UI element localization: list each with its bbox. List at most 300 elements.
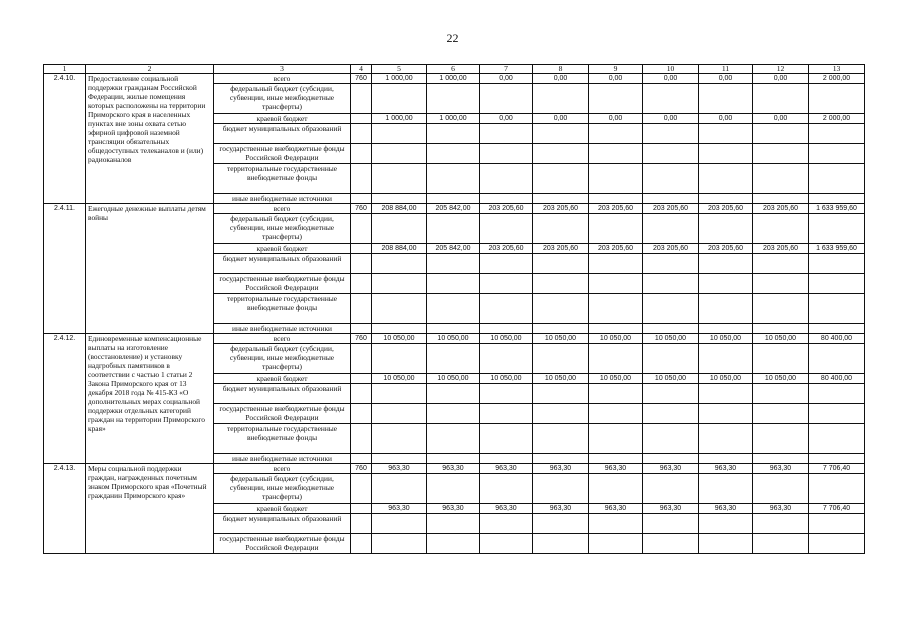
amount-col-9 <box>589 124 643 144</box>
column-header-11: 11 <box>699 65 753 74</box>
amount-col-12: 963,30 <box>753 504 809 514</box>
amount-col-10 <box>643 454 699 464</box>
amount-col-11 <box>699 294 753 324</box>
table-row <box>44 464 865 474</box>
amount-col-5 <box>372 254 427 274</box>
amount-col-5 <box>372 514 427 534</box>
amount-col-6 <box>427 144 480 164</box>
grbs-code-empty <box>351 514 372 534</box>
amount-col-7 <box>480 474 533 504</box>
amount-col-13 <box>809 474 865 504</box>
amount-col-9: 0,00 <box>589 114 643 124</box>
amount-col-9 <box>589 344 643 374</box>
amount-col-13: 7 706,40 <box>809 504 865 514</box>
amount-col-12 <box>753 404 809 424</box>
grbs-code-empty <box>351 254 372 274</box>
amount-col-9 <box>589 384 643 404</box>
amount-col-12 <box>753 454 809 464</box>
amount-col-13 <box>809 404 865 424</box>
grbs-code: 760 <box>351 74 372 84</box>
amount-col-12: 203 205,60 <box>753 244 809 254</box>
amount-col-5: 963,30 <box>372 504 427 514</box>
amount-col-12 <box>753 84 809 114</box>
amount-col-5 <box>372 324 427 334</box>
amount-col-5: 1 000,00 <box>372 74 427 84</box>
amount-col-6 <box>427 404 480 424</box>
budget-table <box>43 64 865 554</box>
amount-col-8 <box>533 324 589 334</box>
amount-col-8 <box>533 144 589 164</box>
amount-col-8: 0,00 <box>533 114 589 124</box>
amount-col-11 <box>699 144 753 164</box>
amount-col-8 <box>533 84 589 114</box>
amount-col-12: 0,00 <box>753 74 809 84</box>
funding-source: государственные внебюджетные фонды Российской Федерации <box>214 404 351 424</box>
amount-col-6 <box>427 214 480 244</box>
amount-col-7 <box>480 84 533 114</box>
amount-col-8: 963,30 <box>533 464 589 474</box>
amount-col-13 <box>809 454 865 464</box>
funding-source: всего <box>214 464 351 474</box>
grbs-code-empty <box>351 214 372 244</box>
amount-col-9: 10 050,00 <box>589 334 643 344</box>
amount-col-10 <box>643 534 699 554</box>
amount-col-9 <box>589 424 643 454</box>
amount-col-5: 10 050,00 <box>372 374 427 384</box>
amount-col-8 <box>533 214 589 244</box>
amount-col-8 <box>533 344 589 374</box>
amount-col-11 <box>699 424 753 454</box>
amount-col-11: 963,30 <box>699 464 753 474</box>
amount-col-5 <box>372 164 427 194</box>
funding-source: бюджет муниципальных образований <box>214 254 351 274</box>
funding-source: федеральный бюджет (субсидии, субвенции, иные межбюджетные трансферты) <box>214 214 351 244</box>
amount-col-5 <box>372 534 427 554</box>
amount-col-11 <box>699 454 753 464</box>
column-header-4: 4 <box>351 65 372 74</box>
column-header-12: 12 <box>753 65 809 74</box>
amount-col-10: 963,30 <box>643 504 699 514</box>
amount-col-10: 0,00 <box>643 114 699 124</box>
amount-col-11 <box>699 274 753 294</box>
grbs-code-empty <box>351 194 372 204</box>
grbs-code-empty <box>351 244 372 254</box>
funding-source: иные внебюджетные источники <box>214 194 351 204</box>
funding-source: всего <box>214 74 351 84</box>
column-header-6: 6 <box>427 65 480 74</box>
amount-col-11: 203 205,60 <box>699 244 753 254</box>
amount-col-7 <box>480 194 533 204</box>
amount-col-9 <box>589 404 643 424</box>
table-body <box>44 74 865 554</box>
amount-col-6: 963,30 <box>427 464 480 474</box>
table-row <box>44 204 865 214</box>
amount-col-6 <box>427 84 480 114</box>
amount-col-10 <box>643 274 699 294</box>
amount-col-5 <box>372 124 427 144</box>
amount-col-12 <box>753 514 809 534</box>
amount-col-9 <box>589 514 643 534</box>
amount-col-6 <box>427 534 480 554</box>
amount-col-13: 1 633 959,60 <box>809 244 865 254</box>
amount-col-10 <box>643 514 699 534</box>
amount-col-11 <box>699 124 753 144</box>
amount-col-7 <box>480 534 533 554</box>
amount-col-10: 10 050,00 <box>643 334 699 344</box>
amount-col-8: 963,30 <box>533 504 589 514</box>
grbs-code-empty <box>351 164 372 194</box>
funding-source: федеральный бюджет (субсидии, субвенции, иные межбюджетные трансферты) <box>214 474 351 504</box>
amount-col-12 <box>753 144 809 164</box>
funding-source: всего <box>214 204 351 214</box>
amount-col-5: 1 000,00 <box>372 114 427 124</box>
amount-col-8 <box>533 384 589 404</box>
grbs-code: 760 <box>351 334 372 344</box>
amount-col-8: 10 050,00 <box>533 374 589 384</box>
amount-col-8 <box>533 404 589 424</box>
amount-col-9 <box>589 144 643 164</box>
amount-col-5 <box>372 294 427 324</box>
amount-col-5 <box>372 84 427 114</box>
column-header-1: 1 <box>44 65 86 74</box>
column-header-10: 10 <box>643 65 699 74</box>
amount-col-6 <box>427 324 480 334</box>
amount-col-10 <box>643 254 699 274</box>
amount-col-13: 80 400,00 <box>809 334 865 344</box>
row-description: Ежегодные денежные выплаты детям войны <box>86 204 214 334</box>
grbs-code-empty <box>351 324 372 334</box>
amount-col-12 <box>753 194 809 204</box>
amount-col-9: 0,00 <box>589 74 643 84</box>
row-code: 2.4.11. <box>44 204 86 334</box>
amount-col-8: 203 205,60 <box>533 204 589 214</box>
amount-col-5 <box>372 214 427 244</box>
amount-col-5: 963,30 <box>372 464 427 474</box>
amount-col-8 <box>533 164 589 194</box>
amount-col-8 <box>533 124 589 144</box>
amount-col-5: 10 050,00 <box>372 334 427 344</box>
amount-col-13 <box>809 214 865 244</box>
grbs-code-empty <box>351 474 372 504</box>
amount-col-12 <box>753 214 809 244</box>
row-description: Меры социальной поддержки граждан, награжденных почетным знаком Приморского края «Почетный гражданин Приморского края» <box>86 464 214 554</box>
funding-source: федеральный бюджет (субсидии, субвенции, иные межбюджетные трансферты) <box>214 84 351 114</box>
amount-col-12: 10 050,00 <box>753 334 809 344</box>
amount-col-10 <box>643 144 699 164</box>
grbs-code: 760 <box>351 464 372 474</box>
amount-col-6 <box>427 254 480 274</box>
amount-col-10 <box>643 404 699 424</box>
amount-col-12 <box>753 534 809 554</box>
amount-col-11 <box>699 214 753 244</box>
funding-source: федеральный бюджет (субсидии, субвенции, иные межбюджетные трансферты) <box>214 344 351 374</box>
amount-col-13 <box>809 194 865 204</box>
amount-col-9 <box>589 164 643 194</box>
amount-col-9 <box>589 274 643 294</box>
funding-source: территориальные государственные внебюджетные фонды <box>214 164 351 194</box>
amount-col-6 <box>427 164 480 194</box>
page-number: 22 <box>446 31 459 45</box>
amount-col-13 <box>809 514 865 534</box>
amount-col-11: 10 050,00 <box>699 334 753 344</box>
funding-source: бюджет муниципальных образований <box>214 514 351 534</box>
amount-col-10: 0,00 <box>643 74 699 84</box>
amount-col-10 <box>643 124 699 144</box>
amount-col-6: 205 842,00 <box>427 244 480 254</box>
amount-col-13: 7 706,40 <box>809 464 865 474</box>
amount-col-9 <box>589 534 643 554</box>
amount-col-6: 10 050,00 <box>427 374 480 384</box>
column-header-7: 7 <box>480 65 533 74</box>
amount-col-5 <box>372 454 427 464</box>
amount-col-13 <box>809 124 865 144</box>
amount-col-11 <box>699 84 753 114</box>
amount-col-9 <box>589 254 643 274</box>
amount-col-8 <box>533 274 589 294</box>
amount-col-5: 208 884,00 <box>372 244 427 254</box>
amount-col-7: 963,30 <box>480 464 533 474</box>
amount-col-6 <box>427 474 480 504</box>
funding-source: бюджет муниципальных образований <box>214 384 351 404</box>
grbs-code-empty <box>351 424 372 454</box>
amount-col-6: 1 000,00 <box>427 114 480 124</box>
amount-col-13 <box>809 324 865 334</box>
amount-col-6 <box>427 454 480 464</box>
amount-col-5 <box>372 424 427 454</box>
row-description: Предоставление социальной поддержки гражданам Российской Федерации, жилые помещения которых расположены на территории Приморского края в населенных пунктах вне зоны охвата сетью эфирной цифровой наземной трансляции обязательных общедоступных телеканалов и (или) радиоканалов <box>86 74 214 204</box>
amount-col-10 <box>643 194 699 204</box>
funding-source: государственные внебюджетные фонды Российской Федерации <box>214 274 351 294</box>
amount-col-11 <box>699 254 753 274</box>
amount-col-10 <box>643 214 699 244</box>
amount-col-8 <box>533 294 589 324</box>
amount-col-11: 203 205,60 <box>699 204 753 214</box>
grbs-code-empty <box>351 274 372 294</box>
amount-col-12 <box>753 344 809 374</box>
amount-col-5 <box>372 404 427 424</box>
amount-col-6: 205 842,00 <box>427 204 480 214</box>
amount-col-12 <box>753 424 809 454</box>
amount-col-13: 1 633 959,60 <box>809 204 865 214</box>
amount-col-8: 10 050,00 <box>533 334 589 344</box>
amount-col-9 <box>589 294 643 324</box>
amount-col-7 <box>480 324 533 334</box>
amount-col-11 <box>699 344 753 374</box>
amount-col-6 <box>427 424 480 454</box>
amount-col-12: 963,30 <box>753 464 809 474</box>
funding-source: государственные внебюджетные фонды Российской Федерации <box>214 144 351 164</box>
amount-col-13 <box>809 384 865 404</box>
amount-col-12: 0,00 <box>753 114 809 124</box>
amount-col-5 <box>372 194 427 204</box>
amount-col-6: 963,30 <box>427 504 480 514</box>
amount-col-8: 203 205,60 <box>533 244 589 254</box>
amount-col-5 <box>372 344 427 374</box>
amount-col-13: 2 000,00 <box>809 114 865 124</box>
amount-col-7: 0,00 <box>480 114 533 124</box>
amount-col-10: 203 205,60 <box>643 204 699 214</box>
funding-source: краевой бюджет <box>214 114 351 124</box>
amount-col-13 <box>809 344 865 374</box>
table-row <box>44 334 865 344</box>
amount-col-9: 203 205,60 <box>589 204 643 214</box>
amount-col-7 <box>480 514 533 534</box>
amount-col-7: 10 050,00 <box>480 374 533 384</box>
amount-col-11: 10 050,00 <box>699 374 753 384</box>
amount-col-11 <box>699 404 753 424</box>
amount-col-5: 208 884,00 <box>372 204 427 214</box>
grbs-code-empty <box>351 114 372 124</box>
amount-col-13 <box>809 424 865 454</box>
amount-col-13 <box>809 294 865 324</box>
amount-col-7 <box>480 344 533 374</box>
amount-col-10 <box>643 384 699 404</box>
amount-col-7 <box>480 274 533 294</box>
amount-col-9 <box>589 474 643 504</box>
amount-col-7 <box>480 404 533 424</box>
amount-col-10 <box>643 164 699 194</box>
amount-col-12 <box>753 164 809 194</box>
funding-source: краевой бюджет <box>214 504 351 514</box>
amount-col-12: 203 205,60 <box>753 204 809 214</box>
amount-col-13 <box>809 144 865 164</box>
funding-source: бюджет муниципальных образований <box>214 124 351 144</box>
amount-col-13 <box>809 84 865 114</box>
table-row <box>44 74 865 84</box>
amount-col-7 <box>480 124 533 144</box>
amount-col-9 <box>589 194 643 204</box>
amount-col-6 <box>427 194 480 204</box>
amount-col-6 <box>427 344 480 374</box>
amount-col-7 <box>480 214 533 244</box>
funding-source: краевой бюджет <box>214 374 351 384</box>
grbs-code-empty <box>351 404 372 424</box>
amount-col-5 <box>372 474 427 504</box>
amount-col-8 <box>533 194 589 204</box>
funding-source: территориальные государственные внебюджетные фонды <box>214 424 351 454</box>
amount-col-8 <box>533 474 589 504</box>
amount-col-9: 963,30 <box>589 504 643 514</box>
amount-col-9 <box>589 214 643 244</box>
row-code: 2.4.10. <box>44 74 86 204</box>
funding-source: государственные внебюджетные фонды Российской Федерации <box>214 534 351 554</box>
amount-col-5 <box>372 274 427 294</box>
amount-col-7 <box>480 254 533 274</box>
amount-col-10: 10 050,00 <box>643 374 699 384</box>
amount-col-11 <box>699 194 753 204</box>
amount-col-7: 203 205,60 <box>480 244 533 254</box>
amount-col-10 <box>643 424 699 454</box>
amount-col-7 <box>480 294 533 324</box>
funding-source: всего <box>214 334 351 344</box>
column-header-9: 9 <box>589 65 643 74</box>
amount-col-11 <box>699 514 753 534</box>
amount-col-10: 203 205,60 <box>643 244 699 254</box>
amount-col-12 <box>753 384 809 404</box>
amount-col-9 <box>589 84 643 114</box>
grbs-code-empty <box>351 124 372 144</box>
amount-col-11 <box>699 324 753 334</box>
amount-col-10 <box>643 324 699 334</box>
amount-col-13 <box>809 274 865 294</box>
amount-col-6 <box>427 384 480 404</box>
row-code: 2.4.13. <box>44 464 86 554</box>
amount-col-11 <box>699 384 753 404</box>
amount-col-8 <box>533 514 589 534</box>
amount-col-7: 0,00 <box>480 74 533 84</box>
amount-col-9 <box>589 324 643 334</box>
amount-col-6 <box>427 274 480 294</box>
amount-col-12: 10 050,00 <box>753 374 809 384</box>
column-header-8: 8 <box>533 65 589 74</box>
table-header <box>44 65 865 74</box>
amount-col-8: 0,00 <box>533 74 589 84</box>
amount-col-10 <box>643 294 699 324</box>
amount-col-7 <box>480 164 533 194</box>
grbs-code-empty <box>351 84 372 114</box>
amount-col-13: 80 400,00 <box>809 374 865 384</box>
amount-col-13: 2 000,00 <box>809 74 865 84</box>
amount-col-10: 963,30 <box>643 464 699 474</box>
amount-col-13 <box>809 534 865 554</box>
amount-col-11: 0,00 <box>699 74 753 84</box>
amount-col-9: 963,30 <box>589 464 643 474</box>
amount-col-7 <box>480 384 533 404</box>
amount-col-7 <box>480 454 533 464</box>
amount-col-12 <box>753 274 809 294</box>
amount-col-6 <box>427 294 480 324</box>
amount-col-12 <box>753 294 809 324</box>
amount-col-5 <box>372 144 427 164</box>
amount-col-11 <box>699 164 753 194</box>
amount-col-12 <box>753 474 809 504</box>
amount-col-12 <box>753 254 809 274</box>
column-header-2: 2 <box>86 65 214 74</box>
amount-col-7 <box>480 424 533 454</box>
amount-col-13 <box>809 254 865 274</box>
amount-col-8 <box>533 534 589 554</box>
amount-col-6 <box>427 514 480 534</box>
amount-col-9: 203 205,60 <box>589 244 643 254</box>
amount-col-10 <box>643 474 699 504</box>
amount-col-8 <box>533 254 589 274</box>
amount-col-8 <box>533 424 589 454</box>
amount-col-6: 10 050,00 <box>427 334 480 344</box>
grbs-code-empty <box>351 384 372 404</box>
row-description: Единовременные компенсационные выплаты на изготовление (восстановление) и установку надгробных памятников в соответствии с частью 1 статьи 2 Закона Приморского края от 13 декабря 2018 года № 415-КЗ «О дополнительных мерах социальной поддержки отдельных категорий граждан на территории Приморского края» <box>86 334 214 464</box>
grbs-code-empty <box>351 374 372 384</box>
amount-col-9: 10 050,00 <box>589 374 643 384</box>
grbs-code-empty <box>351 454 372 464</box>
grbs-code-empty <box>351 504 372 514</box>
funding-source: краевой бюджет <box>214 244 351 254</box>
grbs-code-empty <box>351 144 372 164</box>
column-header-3: 3 <box>214 65 351 74</box>
amount-col-12 <box>753 324 809 334</box>
amount-col-5 <box>372 384 427 404</box>
amount-col-11 <box>699 474 753 504</box>
amount-col-11: 0,00 <box>699 114 753 124</box>
grbs-code-empty <box>351 344 372 374</box>
amount-col-8 <box>533 454 589 464</box>
amount-col-12 <box>753 124 809 144</box>
amount-col-7: 203 205,60 <box>480 204 533 214</box>
amount-col-11 <box>699 534 753 554</box>
amount-col-11: 963,30 <box>699 504 753 514</box>
amount-col-6 <box>427 124 480 144</box>
funding-source: иные внебюджетные источники <box>214 454 351 464</box>
amount-col-7 <box>480 144 533 164</box>
